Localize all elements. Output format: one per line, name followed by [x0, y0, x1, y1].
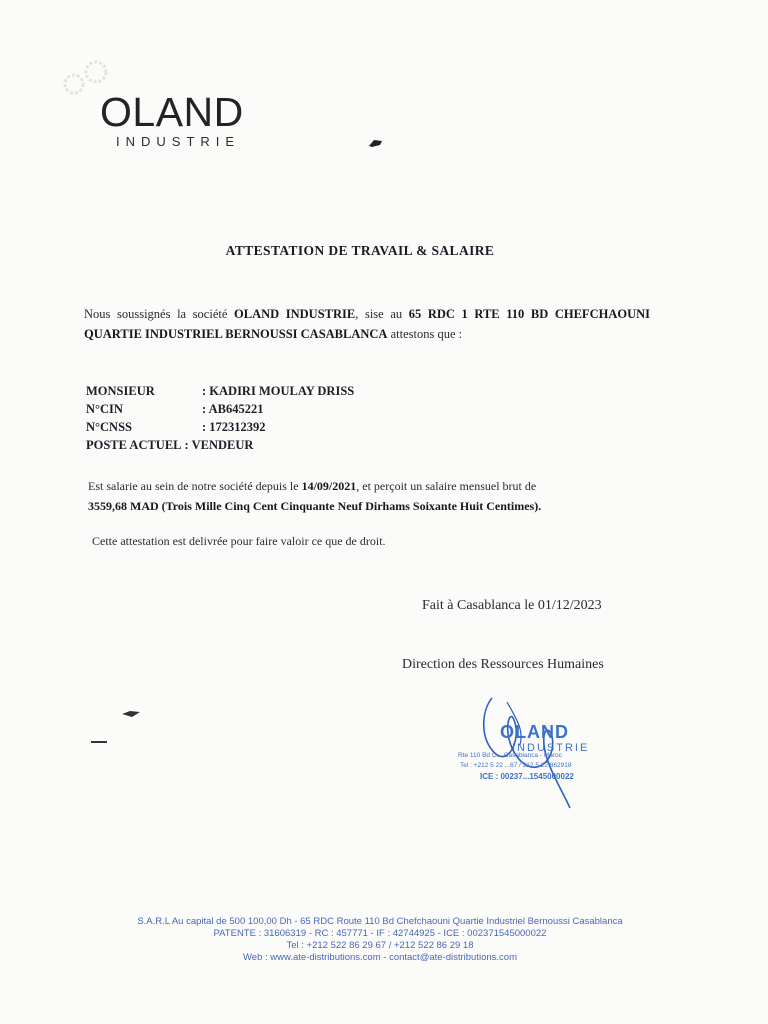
stamp-ice: ICE : 00237...1545000022: [480, 772, 574, 781]
document-title: ATTESTATION DE TRAVAIL & SALAIRE: [225, 243, 495, 258]
footer-registration: PATENTE : 31606319 - RC : 457771 - IF : 42744925 - ICE : 002371545000022: [213, 928, 547, 939]
intro-text-1: Nous soussignés la société: [84, 307, 235, 321]
salary-text-2: , et perçoit un salaire mensuel brut de: [356, 479, 537, 493]
stamp-phone: Tel : +212 5 22 ...67 / 212 5 22 862918: [460, 762, 572, 769]
ink-mark-icon: [120, 708, 150, 720]
employment-start-date: 14/09/2021: [301, 479, 357, 493]
field-label: POSTE ACTUEL: [86, 438, 182, 452]
company-address: 65 RDC 1 RTE 110 BD CHEFCHAOUNI QUARTIE INDUSTRIEL BERNOUSSI CASABLANCA: [84, 307, 650, 341]
place-and-date: Fait à Casablanca le 01/12/2023: [422, 598, 602, 613]
ink-mark-icon: [90, 738, 110, 746]
field-row: [86, 418, 354, 436]
logo-name: OLAND: [100, 89, 244, 135]
ink-mark-icon: [368, 138, 388, 148]
field-label: N°CIN: [86, 402, 123, 416]
stamp-company-name: OLAND: [500, 722, 569, 742]
footer-legal-info: [90, 916, 670, 964]
logo-subtitle: INDUSTRIE: [116, 134, 241, 149]
footer-phone: Tel : +212 522 86 29 67 / +212 522 86 29 18: [286, 940, 474, 951]
intro-text-3: attestons que :: [387, 327, 463, 341]
field-value: : 172312392: [202, 420, 266, 434]
intro-text-2: , sise au: [355, 307, 409, 321]
stamp-address: Rte 110 Bd C... Casablanca - Maroc: [458, 752, 562, 759]
field-row: [86, 436, 354, 454]
intro-paragraph: [84, 304, 650, 344]
company-name: OLAND INDUSTRIE: [234, 307, 356, 321]
footer-capital-address: S.A.R.L Au capital de 500 100,00 Dh - 65 RDC Route 110 Bd Chefchaouni Quartie Industriel Bernoussi Casablanca: [137, 916, 623, 927]
field-row: [86, 400, 354, 418]
field-label: MONSIEUR: [86, 384, 155, 398]
footer-web: Web : www.ate-distributions.com - contact@ate-distributions.com: [243, 952, 517, 963]
signatory-title: Direction des Ressources Humaines: [402, 657, 604, 672]
salary-paragraph: [88, 476, 654, 516]
company-logo: [100, 90, 280, 149]
purpose-statement: Cette attestation est delivrée pour faire valoir ce que de droit.: [92, 534, 386, 548]
field-value: : VENDEUR: [184, 438, 254, 452]
employee-fields: [86, 382, 354, 454]
field-value: : AB645221: [202, 402, 264, 416]
field-label: N°CNSS: [86, 420, 132, 434]
field-row: [86, 382, 354, 400]
salary-amount: 3559,68 MAD (Trois Mille Cinq Cent Cinquante Neuf Dirhams Soixante Huit Centimes).: [88, 499, 542, 513]
salary-text-1: Est salarie au sein de notre société depuis le: [88, 479, 302, 493]
field-value: : KADIRI MOULAY DRISS: [202, 384, 355, 398]
stamp-subtitle: INDUSTRIE: [512, 742, 590, 754]
